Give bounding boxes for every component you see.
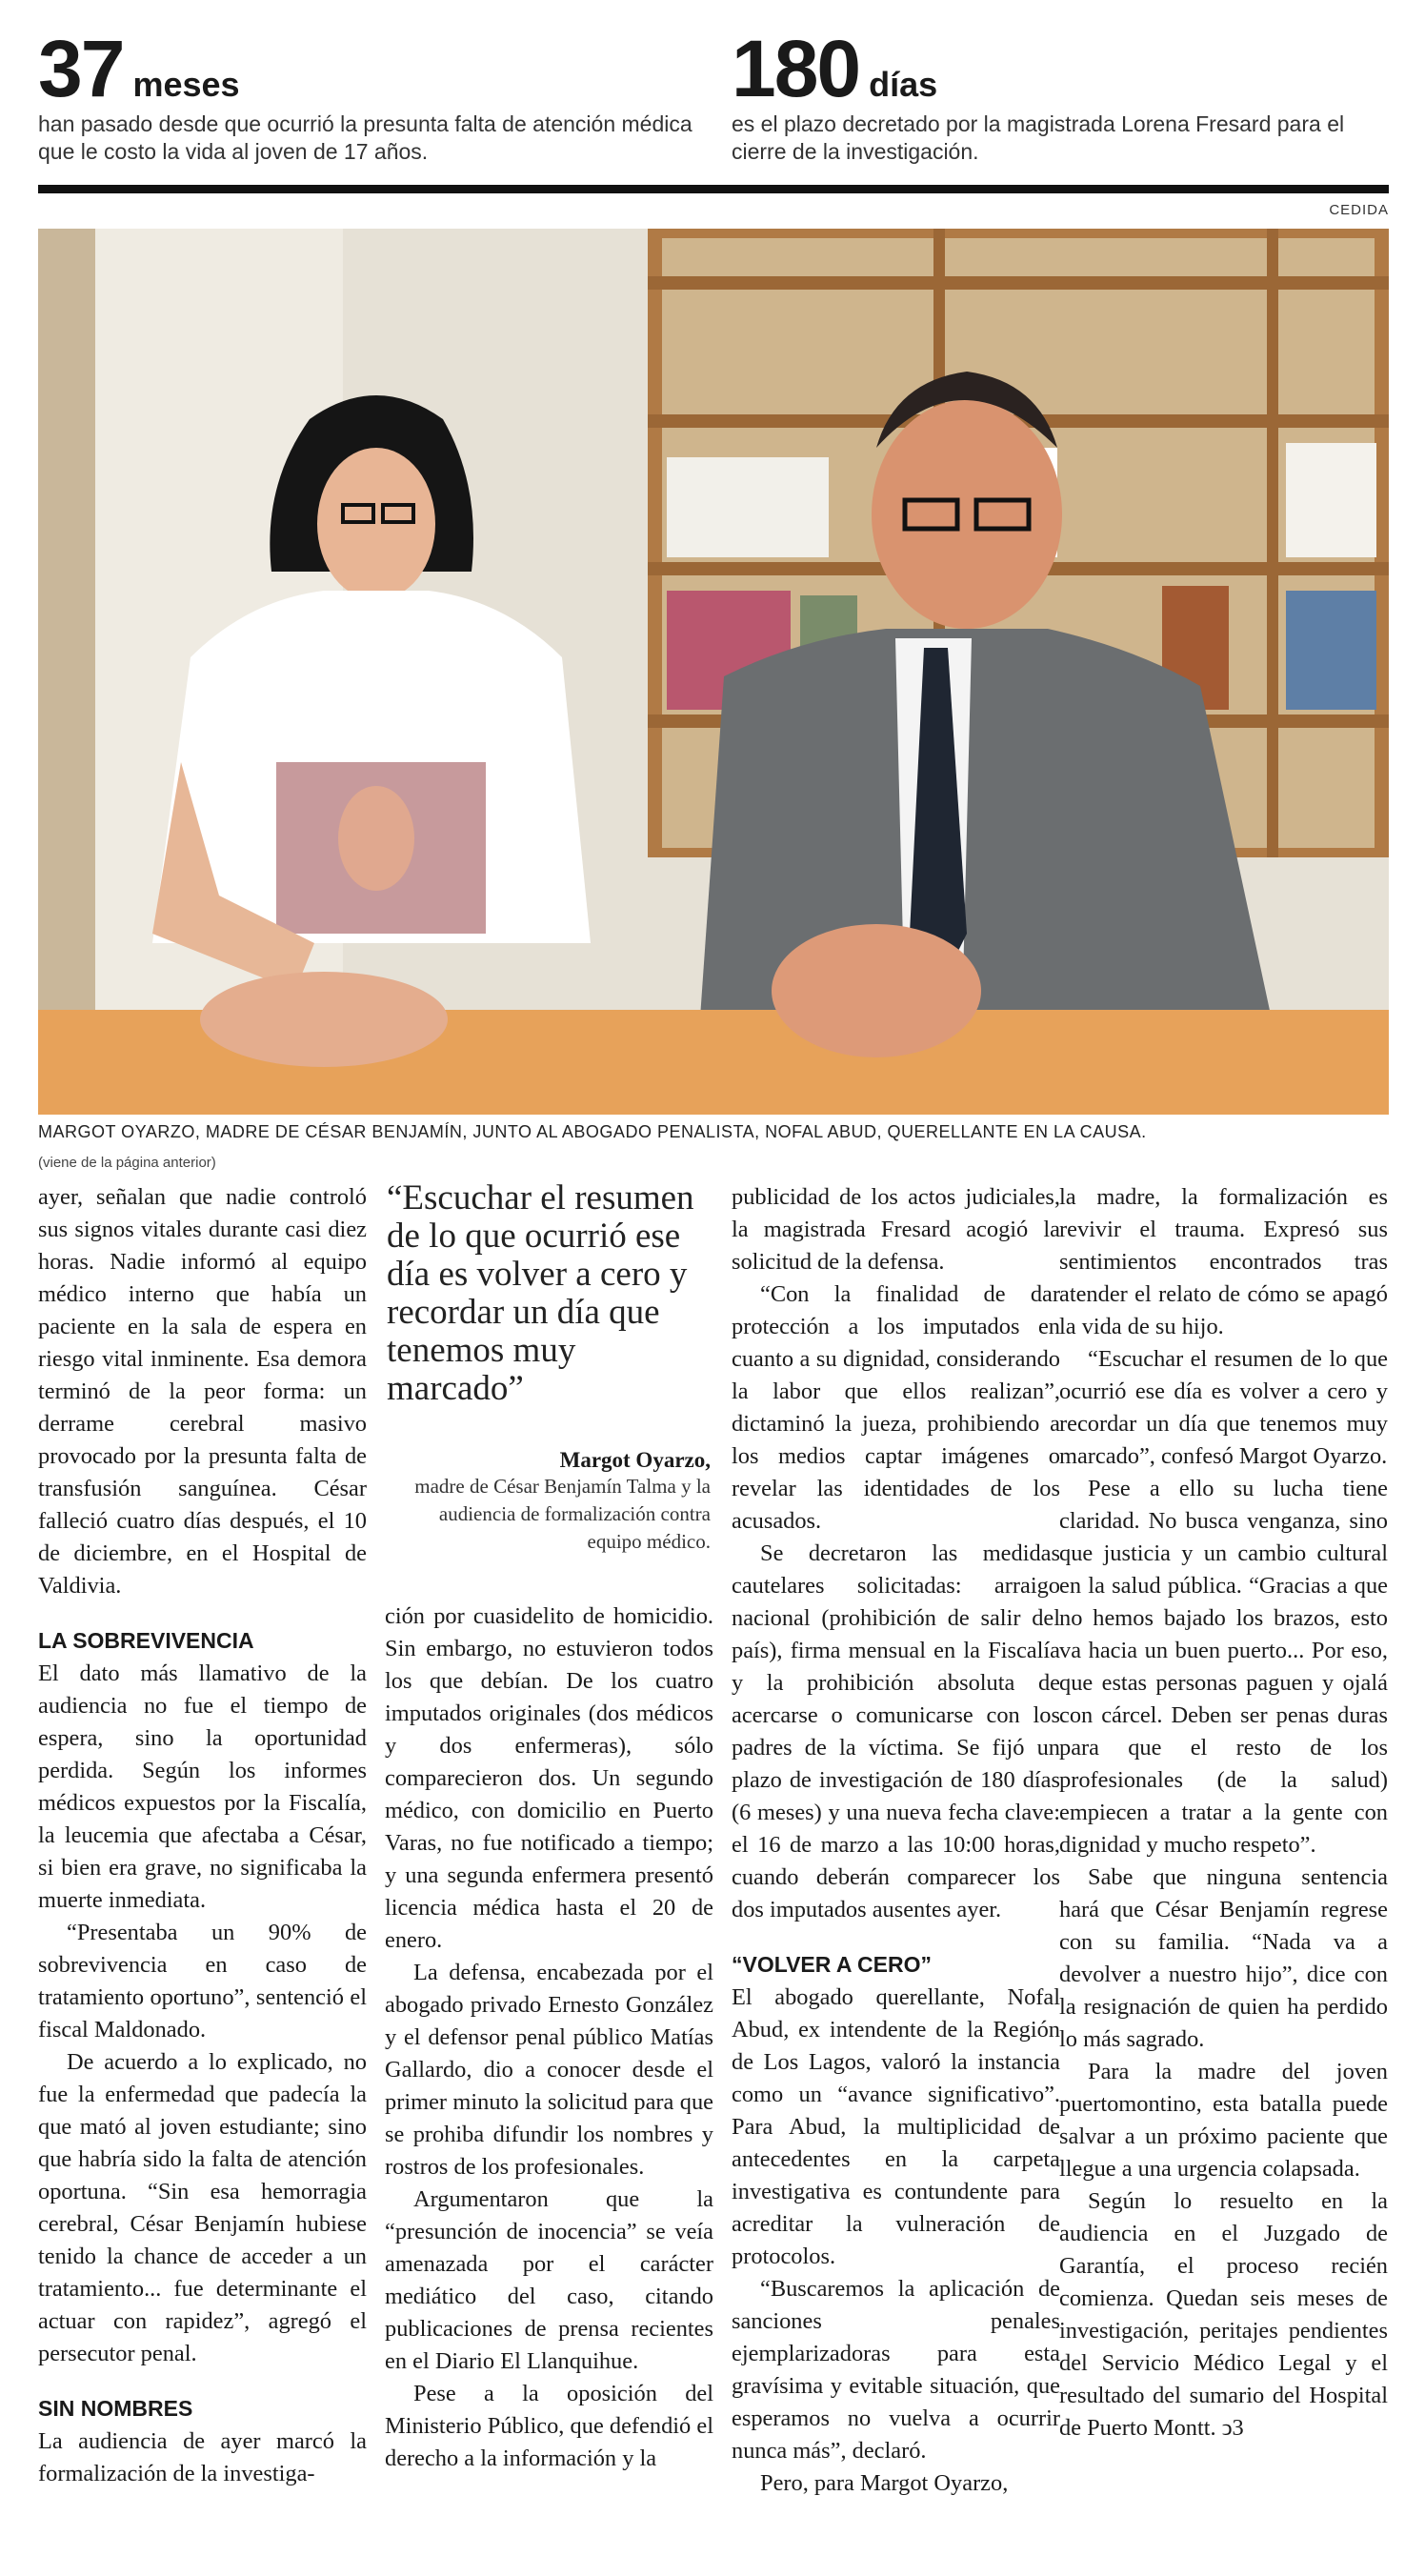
paragraph: “Con la finalidad de dar protección a los imputados en cuanto a su dignidad, considerando la labor que ellos realizan”, dictaminó la jueza, prohibiendo a los medios captar imágenes o revelar las identidades de los acusados. [732,1281,1060,1534]
photo-illustration [38,229,1389,1115]
paragraph: ción por cuasidelito de homicidio. Sin embargo, no estuvieron todos los que debían. De los cuatro imputados originales (dos médicos y dos enfermeras), sólo comparecieron dos. Un segundo médico, con domicilio en Puerto Varas, no fue notificado a tiempo; y una segunda enfermera presentó licencia médica hasta el 20 de enero. [385,1603,713,1953]
paragraph: Pero, para Margot Oyarzo, [760,2470,1009,2496]
article-column-3 [732,1181,1060,2500]
paragraph: Argumentaron que la “presunción de inocencia” se veía amenazada por el carácter mediático del caso, citando publicaciones de prensa recientes en el Diario El Llanquihue. [385,2186,713,2374]
stat-months [38,24,695,166]
paragraph: Pese a ello su lucha tiene claridad. No busca venganza, sino que justicia y un cambio cultural en la salud pública. “Gracias a que no hemos bajado los brazos, esto va hacia un buen puerto... Por eso, que estas personas paguen y ojalá con cárcel. Deben ser penas duras para que el resto de los profesionales (de la salud) empiecen a tratar a la gente con dignidad y mucho respeto”. [1059,1476,1388,1858]
paragraph: La audiencia de ayer marcó la formalización de la investiga- [38,2428,367,2486]
paragraph: Para la madre del joven puertomontino, esta batalla puede salvar a un próximo paciente que llegue a una urgencia colapsada. [1059,2059,1388,2182]
paragraph: El dato más llamativo de la audiencia no fue el tiempo de espera, sino la oportunidad perdida. Según los informes médicos expuestos por la Fiscalía, la leucemia que afectaba a César, si bien era grave, no significaba la muerte inmediata. [38,1660,367,1913]
paragraph: De acuerdo a lo explicado, no fue la enfermedad que padecía la que mató al joven estudiante; sino que habría sido la falta de atención oportuna. “Sin esa hemorragia cerebral, César Benjamín hubiese tenido la chance de acceder a un tratamiento... fue determinante el actuar con rapidez”, agregó el persecutor penal. [38,2049,367,2366]
article-column-4 [1059,1181,1388,2445]
pull-quote-text: “Escuchar el resumen de lo que ocurrió ese día es volver a cero y recordar un día que tenemos muy marcado” [387,1178,694,1408]
paragraph: publicidad de los actos judiciales, la magistrada Fresard acogió la solicitud de la defensa. [732,1184,1060,1275]
paragraph: “Escuchar el resumen de lo que ocurrió ese día es volver a cero y recordar un día que tenemos muy marcado”, confesó Margot Oyarzo. [1059,1346,1388,1469]
paragraph: Sabe que ninguna sentencia hará que César Benjamín regrese con su familia. “Nada va a devolver a nuestro hijo”, dice con la resignación de quien ha perdido lo más sagrado. [1059,1864,1388,2052]
continued-note: (viene de la página anterior) [38,1155,216,1171]
paragraph: “Presentaba un 90% de sobrevivencia en caso de tratamiento oportuno”, sentenció el fiscal Maldonado. [38,1920,367,2043]
pull-quote-role: madre de César Benjamín Talma y la audiencia de formalización contra equipo médico. [414,1475,711,1553]
stat-days [732,24,1389,166]
stat-description: es el plazo decretado por la magistrada Lorena Fresard para el cierre de la investigación. [732,111,1345,164]
stat-unit: meses [132,65,240,104]
stat-number: 180 [732,24,860,113]
photo-credit: CEDIDA [1329,202,1389,218]
pull-quote [387,1179,711,1556]
header-rule [38,185,1389,193]
stat-unit: días [869,65,938,104]
article-photo [38,229,1389,1115]
paragraph-text: Según lo resuelto en la audiencia en el Juzgado de Garantía, el proceso recién comienza. Quedan seis meses de investigación, peritajes pendientes del Servicio Médico Legal y el resultado del sumario del Hospital de Puerto Montt. [1059,2188,1388,2441]
photo-caption: MARGOT OYARZO, MADRE DE CÉSAR BENJAMÍN, JUNTO AL ABOGADO PENALISTA, NOFAL ABUD, QUERELLANTE EN LA CAUSA. [38,1122,1147,1141]
paragraph: Pese a la oposición del Ministerio Público, que defendió el derecho a la información y la [385,2381,713,2471]
stat-number: 37 [38,24,124,113]
paragraph: El abogado querellante, Nofal Abud, ex intendente de la Región de Los Lagos, valoró la instancia como un “avance significativo”. Para Abud, la multiplicidad de antecedentes en la carpeta investigativa es contundente para acreditar la vulneración de protocolos. [732,1984,1060,2269]
end-mark-icon: ↄ3 [1221,2415,1244,2441]
paragraph: ayer, señalan que nadie controló sus signos vitales durante casi diez horas. Nadie informó al equipo médico interno que había un paciente en la sala de espera en riesgo vital inminente. Esa demora terminó de la peor forma: un derrame cerebral masivo provocado por la presunta falta de transfusión sanguínea. César falleció cuatro días después, el 10 de diciembre, en el Hospital de Valdivia. [38,1184,367,1599]
article-column-1 [38,1181,367,2490]
subheading: “VOLVER A CERO” [732,1952,932,1977]
paragraph: La defensa, encabezada por el abogado privado Ernesto González y el defensor penal público Matías Gallardo, dio a conocer desde el primer minuto la solicitud para que se prohiba difundir los nombres y rostros de los profesionales. [385,1960,713,2180]
subheading: SIN NOMBRES [38,2396,193,2421]
stat-description: han pasado desde que ocurrió la presunta falta de atención médica que le costo la vida al joven de 17 años. [38,111,692,164]
pull-quote-name: Margot Oyarzo, [559,1448,711,1472]
paragraph: la madre, la formalización es revivir el trauma. Expresó sus sentimientos encontrados tras atender el relato de cómo se apagó la vida de su hijo. [1059,1184,1388,1339]
article-column-2 [385,1600,713,2475]
paragraph: “Buscaremos la aplicación de sanciones penales ejemplarizadoras para esta gravísima y evitable situación, que esperamos no vuelva a ocurrir nunca más”, declaró. [732,2276,1060,2464]
subheading: LA SOBREVIVENCIA [38,1628,254,1653]
paragraph: Se decretaron las medidas cautelares solicitadas: arraigo nacional (prohibición de salir del país), firma mensual en la Fiscalía y la prohibición absoluta de acercarse o comunicarse con los padres de la víctima. Se fijó un plazo de investigación de 180 días (6 meses) y una nueva fecha clave: el 16 de marzo a las 10:00 horas, cuando deberán comparecer los dos imputados ausentes ayer. [732,1540,1060,1922]
paragraph [1059,2185,1388,2445]
